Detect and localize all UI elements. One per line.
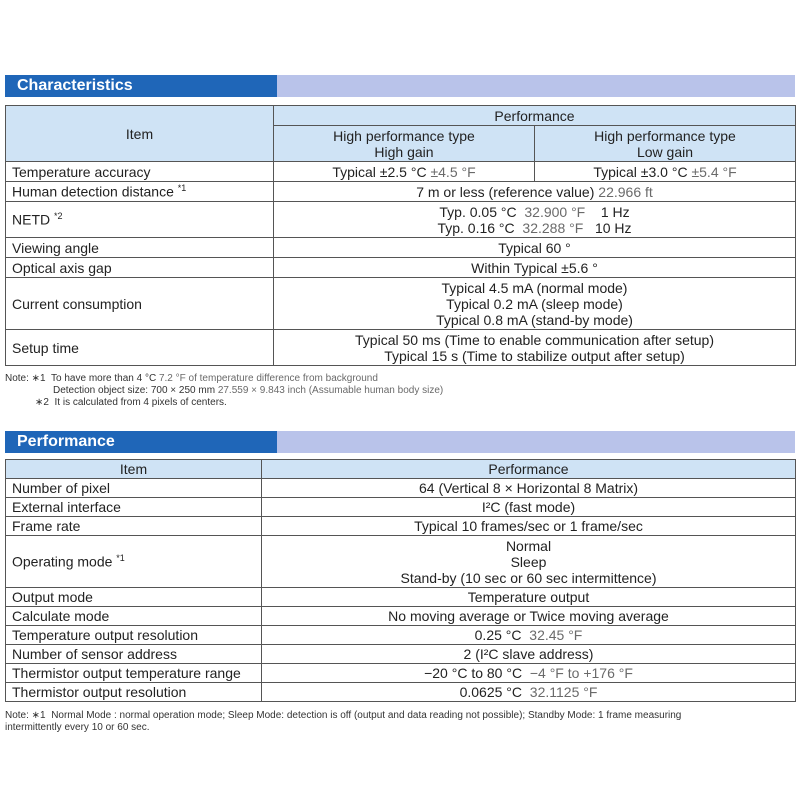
header-item: Item	[6, 106, 274, 162]
row-value: 0.25 °C 32.45 °F	[262, 626, 796, 645]
row-value: Temperature output	[262, 588, 796, 607]
characteristics-notes: Note: ∗1 To have more than 4 °C 7.2 °F of temperature difference from background Detection object size: 700 × 250 mm 27.559 × 9.843 inch (Assumable human body size) ∗2 It is calculated from 4 pixels of centers.	[5, 373, 444, 408]
row-value: Typ. 0.05 °C 32.900 °F 1 Hz Typ. 0.16 °C 32.288 °F 10 Hz	[274, 202, 796, 238]
row-value: Typical ±3.0 °C ±5.4 °F	[535, 162, 796, 182]
header-high-gain: High performance type High gain	[274, 126, 535, 162]
table-row	[6, 182, 796, 202]
row-label: Operating mode $^{*1}$	[6, 536, 262, 588]
row-value: Typical 4.5 mA (normal mode) Typical 0.2 mA (sleep mode) Typical 0.8 mA (stand-by mode)	[274, 278, 796, 330]
row-label: Calculate mode	[6, 607, 262, 626]
row-value: No moving average or Twice moving average	[262, 607, 796, 626]
table-row	[6, 536, 796, 588]
row-label: Temperature accuracy	[6, 162, 274, 182]
table-header-row	[6, 106, 796, 126]
row-value: 64 (Vertical 8 × Horizontal 8 Matrix)	[262, 479, 796, 498]
footnote-mark: *1	[177, 183, 187, 194]
row-label: NETD $^{*2}$	[6, 202, 274, 238]
header-item: Item	[6, 460, 262, 479]
header-performance: Performance	[262, 460, 796, 479]
table-row	[6, 258, 796, 278]
header-fill-bar	[277, 75, 795, 97]
performance-header	[5, 431, 795, 453]
row-value: 2 (I²C slave address)	[262, 645, 796, 664]
table-row	[6, 202, 796, 238]
characteristics-header	[5, 75, 795, 97]
row-value: Typical ±2.5 °C ±4.5 °F	[274, 162, 535, 182]
row-label: External interface	[6, 498, 262, 517]
row-label: Setup time	[6, 330, 274, 366]
table-row	[6, 645, 796, 664]
header-performance: Performance	[274, 106, 796, 126]
row-value: Within Typical ±5.6 °	[274, 258, 796, 278]
row-value: Typical 10 frames/sec or 1 frame/sec	[262, 517, 796, 536]
row-label: Thermistor output temperature range	[6, 664, 262, 683]
row-label: Viewing angle	[6, 238, 274, 258]
row-label: Current consumption	[6, 278, 274, 330]
header-fill-bar	[277, 431, 795, 453]
performance-title: Performance	[5, 431, 277, 453]
row-label: Output mode	[6, 588, 262, 607]
row-value: Normal Sleep Stand-by (10 sec or 60 sec intermittence)	[262, 536, 796, 588]
row-label: Human detection distance $^{*1}$	[6, 182, 274, 202]
table-row	[6, 162, 796, 182]
footnote-mark: *1	[116, 553, 125, 564]
row-label: Number of pixel	[6, 479, 262, 498]
table-row	[6, 479, 796, 498]
table-row	[6, 626, 796, 645]
row-label: Thermistor output resolution	[6, 683, 262, 702]
performance-notes: Note: ∗1 Normal Mode : normal operation mode; Sleep Mode: detection is off (output and data reading not possible); Standby Mode: 1 frame measuring intermittently every 10 or 60 sec.	[5, 710, 682, 733]
table-row	[6, 607, 796, 626]
footnote-mark: *2	[54, 211, 63, 222]
characteristics-table	[5, 105, 796, 366]
table-row	[6, 683, 796, 702]
row-value: −20 °C to 80 °C −4 °F to +176 °F	[262, 664, 796, 683]
table-row	[6, 588, 796, 607]
row-value: Typical 60 °	[274, 238, 796, 258]
header-low-gain: High performance type Low gain	[535, 126, 796, 162]
row-label: Number of sensor address	[6, 645, 262, 664]
row-value: I²C (fast mode)	[262, 498, 796, 517]
row-value: Typical 50 ms (Time to enable communication after setup) Typical 15 s (Time to stabilize output after setup)	[274, 330, 796, 366]
row-label: Optical axis gap	[6, 258, 274, 278]
table-row	[6, 498, 796, 517]
row-value: 0.0625 °C 32.1125 °F	[262, 683, 796, 702]
row-value: 7 m or less (reference value) 22.966 ft	[274, 182, 796, 202]
table-row	[6, 278, 796, 330]
row-label: Frame rate	[6, 517, 262, 536]
table-row	[6, 517, 796, 536]
performance-table	[5, 459, 796, 702]
table-header-row	[6, 460, 796, 479]
table-row	[6, 664, 796, 683]
table-row	[6, 330, 796, 366]
characteristics-title: Characteristics	[5, 75, 277, 97]
row-label: Temperature output resolution	[6, 626, 262, 645]
table-row	[6, 238, 796, 258]
